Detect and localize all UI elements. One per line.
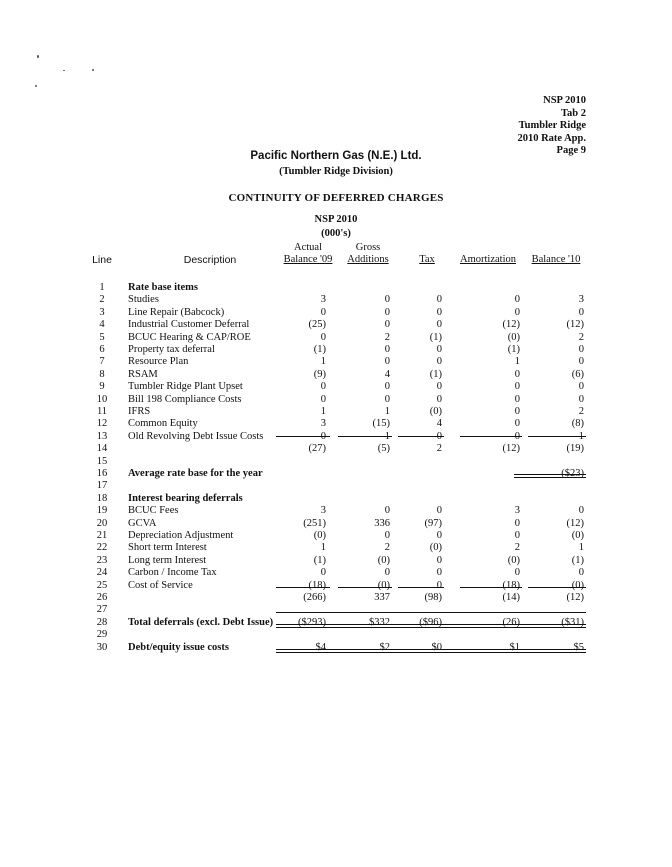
value-cell: 0 xyxy=(436,393,442,405)
row-description: RSAM xyxy=(128,368,158,380)
line-number: 14 xyxy=(96,443,108,455)
row-description: Rate base items xyxy=(128,282,198,293)
row-description: Average rate base for the year xyxy=(128,468,263,479)
value-cell: 0 xyxy=(514,530,520,541)
value-cell: $5 xyxy=(573,641,584,653)
value-cell: 0 xyxy=(578,344,584,355)
line-number: 7 xyxy=(99,356,105,368)
line-number: 17 xyxy=(96,480,108,492)
document-title: CONTINUITY OF DEFERRED CHARGES xyxy=(228,192,444,204)
value-cell: 0 xyxy=(320,306,326,318)
reference-line: NSP 2010 xyxy=(543,95,586,106)
value-cell: 0 xyxy=(320,381,326,393)
row-description: Old Revolving Debt Issue Costs xyxy=(128,430,264,442)
value-cell: (0) xyxy=(429,542,442,554)
value-cell: (12) xyxy=(502,319,520,331)
value-cell: 0 xyxy=(436,294,442,306)
value-cell: 1 xyxy=(384,406,390,417)
value-cell: (251) xyxy=(303,517,326,529)
value-cell: 0 xyxy=(514,418,520,430)
row-description: GCVA xyxy=(128,517,157,529)
value-cell: 0 xyxy=(578,356,584,368)
value-cell: $0 xyxy=(431,641,442,653)
value-cell: (1) xyxy=(313,554,326,566)
value-cell: 1 xyxy=(384,430,390,442)
row-description: Resource Plan xyxy=(128,356,189,368)
row-description: Long term Interest xyxy=(128,554,207,566)
value-cell: (0) xyxy=(571,579,584,591)
value-cell: (1) xyxy=(429,331,442,343)
value-cell: 1 xyxy=(320,406,326,417)
row-description: Total deferrals (excl. Debt Issue) xyxy=(128,616,274,628)
value-cell: 0 xyxy=(436,567,442,579)
value-cell: ($23) xyxy=(561,468,584,479)
line-number: 5 xyxy=(99,331,105,343)
value-cell: 0 xyxy=(436,356,442,368)
value-cell: (12) xyxy=(566,517,584,529)
subtotal-rule xyxy=(528,587,586,588)
value-cell: 0 xyxy=(436,344,442,355)
line-number: 18 xyxy=(96,492,108,504)
subtotal-rule xyxy=(338,436,392,437)
row-description: Studies xyxy=(128,294,159,306)
line-number: 24 xyxy=(96,567,108,579)
row-description: Line Repair (Babcock) xyxy=(128,306,225,318)
value-cell: 0 xyxy=(436,505,442,517)
value-cell: 2 xyxy=(578,406,584,417)
reference-line: Tab 2 xyxy=(560,107,586,119)
value-cell: (12) xyxy=(566,592,584,603)
row-description: Cost of Service xyxy=(128,579,193,591)
line-number: 19 xyxy=(96,505,108,517)
line-number: 6 xyxy=(99,344,105,355)
value-cell: 3 xyxy=(320,505,326,517)
line-number: 12 xyxy=(96,418,108,430)
value-cell: (1) xyxy=(429,368,442,380)
total-double-rule xyxy=(276,624,586,628)
row-description: Industrial Customer Deferral xyxy=(128,319,250,331)
line-number: 2 xyxy=(99,294,105,306)
line-number: 9 xyxy=(99,381,105,393)
value-cell: 0 xyxy=(514,381,520,393)
value-cell: (0) xyxy=(507,554,520,566)
value-cell: 2 xyxy=(384,331,390,343)
reference-line: Tumbler Ridge xyxy=(518,120,586,132)
value-cell: 0 xyxy=(384,505,390,517)
line-number: 28 xyxy=(96,616,108,628)
row-description: Short term Interest xyxy=(128,542,207,554)
row-description: BCUC Fees xyxy=(128,505,179,517)
value-cell: 0 xyxy=(514,294,520,306)
reference-header xyxy=(517,95,586,158)
row-description: Property tax deferral xyxy=(128,344,215,355)
value-cell: (12) xyxy=(566,319,584,331)
line-number: 8 xyxy=(99,368,105,380)
col-header-gross: Gross xyxy=(355,242,381,253)
value-cell: (9) xyxy=(313,368,326,380)
value-cell: 0 xyxy=(578,393,584,405)
subtotal-rule xyxy=(398,436,444,437)
row-description: Common Equity xyxy=(128,418,198,430)
subtotal-rule xyxy=(338,587,392,588)
value-cell: 0 xyxy=(320,331,326,343)
total-double-rule xyxy=(276,649,586,653)
subtotal-rule xyxy=(460,587,522,588)
row-description: Carbon / Income Tax xyxy=(128,567,217,579)
value-cell: (0) xyxy=(507,331,520,343)
line-number: 25 xyxy=(96,579,108,591)
total-rule xyxy=(276,612,586,613)
value-cell: 0 xyxy=(578,505,584,517)
row-description: BCUC Hearing & CAP/ROE xyxy=(128,331,251,343)
value-cell: (0) xyxy=(377,579,390,591)
line-number: 26 xyxy=(96,592,108,603)
value-cell: 1 xyxy=(578,430,584,442)
value-cell: 3 xyxy=(320,294,326,306)
line-number: 27 xyxy=(96,604,108,616)
value-cell: 0 xyxy=(384,319,390,331)
value-cell: (15) xyxy=(372,418,390,430)
value-cell: (1) xyxy=(313,344,326,355)
value-cell: 2 xyxy=(514,542,520,554)
page-number: Page 9 xyxy=(556,145,586,157)
value-cell: 0 xyxy=(436,430,442,442)
value-cell: 2 xyxy=(578,331,584,343)
value-cell: 1 xyxy=(578,542,584,554)
col-header-additions: Additions xyxy=(347,254,389,265)
row-description: Tumbler Ridge Plant Upset xyxy=(128,381,243,393)
col-header-line: Line xyxy=(92,254,112,266)
line-number: 21 xyxy=(96,530,108,541)
line-number: 16 xyxy=(96,468,108,479)
line-number: 22 xyxy=(96,542,108,554)
row-description: Debt/equity issue costs xyxy=(128,641,229,653)
col-header-balance-09: Balance '09 xyxy=(283,254,333,265)
value-cell: (266) xyxy=(303,592,326,603)
value-cell: (18) xyxy=(308,579,326,591)
value-cell: 0 xyxy=(578,381,584,393)
subtotal-rule xyxy=(398,587,444,588)
value-cell: 0 xyxy=(578,306,584,318)
value-cell: 0 xyxy=(514,517,520,529)
value-cell: 336 xyxy=(374,517,390,529)
value-cell: 0 xyxy=(320,430,326,442)
line-number: 11 xyxy=(96,406,108,417)
value-cell: 1 xyxy=(514,356,520,368)
row-description: IFRS xyxy=(128,406,151,417)
value-cell: 0 xyxy=(436,554,442,566)
line-number: 13 xyxy=(96,430,108,442)
line-number: 30 xyxy=(96,641,108,653)
value-cell: 4 xyxy=(436,418,442,430)
value-cell: $332 xyxy=(369,616,390,628)
value-cell: 0 xyxy=(320,393,326,405)
value-cell: 0 xyxy=(514,430,520,442)
value-cell: 0 xyxy=(436,381,442,393)
value-cell: (0) xyxy=(377,554,390,566)
division-name: (Tumbler Ridge Division) xyxy=(279,166,393,177)
total-double-rule xyxy=(514,474,586,478)
col-header-amortization: Amortization xyxy=(460,254,516,265)
line-number: 4 xyxy=(99,319,105,331)
value-cell: (26) xyxy=(502,616,520,628)
value-cell: 0 xyxy=(514,306,520,318)
value-cell: 0 xyxy=(436,306,442,318)
value-cell: $4 xyxy=(315,641,326,653)
value-cell: (8) xyxy=(571,418,584,430)
company-name: Pacific Northern Gas (N.E.) Ltd. xyxy=(250,150,422,162)
line-number: 23 xyxy=(96,554,108,566)
value-cell: 0 xyxy=(384,306,390,318)
value-cell: 1 xyxy=(320,542,326,554)
line-number: 3 xyxy=(99,306,105,318)
reference-line: 2010 Rate App. xyxy=(517,132,586,144)
value-cell: 0 xyxy=(514,406,520,417)
value-cell: (25) xyxy=(308,319,326,331)
col-header-actual: Actual xyxy=(294,242,322,253)
value-cell: 0 xyxy=(384,344,390,355)
value-cell: 0 xyxy=(384,381,390,393)
value-cell: (1) xyxy=(571,554,584,566)
row-description: Bill 198 Compliance Costs xyxy=(128,393,242,405)
value-cell: 0 xyxy=(384,294,390,306)
value-cell: 0 xyxy=(578,567,584,579)
value-cell: 4 xyxy=(384,368,390,380)
value-cell: (18) xyxy=(502,579,520,591)
value-cell: 0 xyxy=(384,356,390,368)
period-label: NSP 2010 xyxy=(314,214,358,225)
value-cell: 3 xyxy=(320,418,326,430)
col-header-description: Description xyxy=(183,254,237,266)
value-cell: ($31) xyxy=(561,616,584,628)
value-cell: (97) xyxy=(424,517,442,529)
value-cell: ($293) xyxy=(298,616,326,628)
value-cell: 0 xyxy=(514,393,520,405)
col-header-balance-10: Balance '10 xyxy=(531,254,581,265)
units-label: (000's) xyxy=(321,228,351,239)
value-cell: 337 xyxy=(374,592,390,603)
subtotal-rule xyxy=(460,436,522,437)
value-cell: 3 xyxy=(578,294,584,306)
value-cell: (0) xyxy=(313,530,326,541)
value-cell: $1 xyxy=(509,641,520,653)
value-cell: 0 xyxy=(514,368,520,380)
value-cell: (6) xyxy=(571,368,584,380)
value-cell: 2 xyxy=(436,443,442,455)
value-cell: ($96) xyxy=(419,616,442,628)
subtotal-rule xyxy=(276,587,330,588)
value-cell: 0 xyxy=(436,579,442,591)
value-cell: 1 xyxy=(320,356,326,368)
value-cell: 0 xyxy=(436,319,442,331)
value-cell: 2 xyxy=(384,542,390,554)
value-cell: 0 xyxy=(514,567,520,579)
value-cell: 0 xyxy=(320,567,326,579)
value-cell: (1) xyxy=(507,344,520,355)
line-number: 29 xyxy=(96,629,108,641)
value-cell: (12) xyxy=(502,443,520,455)
subtotal-rule xyxy=(276,436,330,437)
line-number: 15 xyxy=(96,455,108,467)
value-cell: (14) xyxy=(502,592,520,603)
value-cell: 0 xyxy=(384,530,390,541)
value-cell: 0 xyxy=(436,530,442,541)
value-cell: 0 xyxy=(384,567,390,579)
line-number: 20 xyxy=(96,517,108,529)
row-description: Interest bearing deferrals xyxy=(128,492,243,504)
value-cell: 3 xyxy=(514,505,520,517)
value-cell: $2 xyxy=(379,641,390,653)
subtotal-rule xyxy=(528,436,586,437)
value-cell: (98) xyxy=(424,592,442,603)
value-cell: (0) xyxy=(429,406,442,417)
value-cell: 0 xyxy=(384,393,390,405)
value-cell: (27) xyxy=(308,443,326,455)
col-header-tax: Tax xyxy=(419,254,435,265)
line-number: 10 xyxy=(96,393,108,405)
row-description: Depreciation Adjustment xyxy=(128,530,234,541)
value-cell: (19) xyxy=(566,443,584,455)
value-cell: (5) xyxy=(377,443,390,455)
line-number: 1 xyxy=(99,282,105,293)
value-cell: (0) xyxy=(571,530,584,541)
